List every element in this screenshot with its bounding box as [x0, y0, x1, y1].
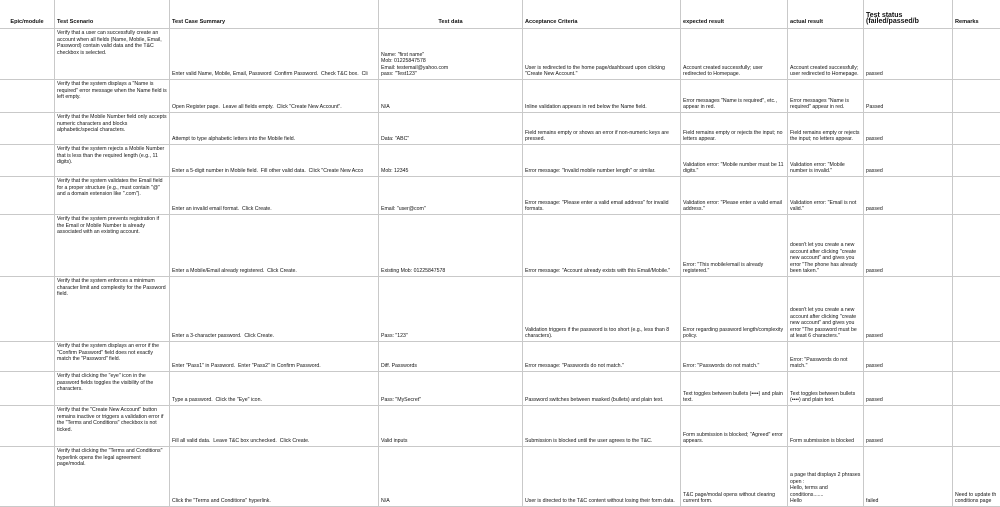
cell-status-text: Passed — [866, 104, 884, 111]
cell-test-data-text: Diff. Passwords — [381, 363, 417, 370]
cell-expected-text: Field remains empty or rejects the input; no letters appear. — [683, 129, 784, 143]
cell-summary[interactable] — [169, 447, 378, 506]
cell-actual[interactable] — [787, 342, 863, 371]
cell-actual[interactable] — [787, 80, 863, 112]
cell-acceptance[interactable] — [522, 372, 680, 405]
cell-summary[interactable] — [169, 406, 378, 446]
header-row — [0, 0, 1000, 29]
cell-scenario-text: Verify that the system rejects a Mobile Number that is less than the required length (e.g., 11 digits). — [57, 146, 166, 166]
cell-scenario[interactable] — [54, 80, 169, 112]
header-scenario[interactable]: Test Scenario — [54, 0, 169, 28]
table-row — [0, 372, 1000, 406]
cell-expected-text: T&C page/modal opens without clearing current form. — [683, 491, 777, 505]
cell-acceptance[interactable] — [522, 29, 680, 79]
cell-summary-text: Enter a 3-character password. Click Create. — [172, 333, 275, 340]
cell-summary[interactable] — [169, 215, 378, 276]
cell-epic[interactable] — [0, 447, 54, 506]
cell-actual-text: doesn't let you create a new account after clicking "create new account" and gives you error "The phone has already been taken." — [790, 242, 859, 275]
cell-summary[interactable] — [169, 277, 378, 341]
cell-actual-text: doesn't let you create a new account after clicking "create new account" and gives you error "The password must be at least 6 characters." — [790, 307, 859, 340]
cell-remarks[interactable] — [952, 29, 1000, 79]
cell-summary[interactable] — [169, 372, 378, 405]
cell-epic[interactable] — [0, 277, 54, 341]
cell-epic[interactable] — [0, 342, 54, 371]
cell-acceptance[interactable] — [522, 80, 680, 112]
cell-actual-text: a page that displays 2 phrases open : Hello, terms and conditions....... Hello — [790, 472, 861, 505]
cell-actual[interactable] — [787, 277, 863, 341]
cell-actual[interactable] — [787, 113, 863, 144]
cell-scenario[interactable] — [54, 406, 169, 446]
cell-expected[interactable] — [680, 29, 787, 79]
cell-scenario[interactable] — [54, 113, 169, 144]
table-row — [0, 215, 1000, 277]
table-row — [0, 342, 1000, 372]
cell-expected[interactable] — [680, 342, 787, 371]
cell-summary-text: Enter a 5-digit number in Mobile field. Fill other valid data. Click "Create New Acco — [172, 168, 364, 175]
cell-status-text: passed — [866, 333, 883, 340]
cell-actual-text: Validation error: "Mobile number is invalid." — [790, 161, 847, 175]
cell-status-text: passed — [866, 136, 883, 143]
cell-summary[interactable] — [169, 113, 378, 144]
cell-summary-text: Enter an invalid email format. Click Create. — [172, 206, 272, 213]
header-actual[interactable]: actual result — [787, 0, 863, 28]
cell-status-text: passed — [866, 71, 883, 78]
cell-scenario[interactable] — [54, 277, 169, 341]
cell-summary-text: Enter "Pass1" in Password. Enter "Pass2" in Confirm Password. — [172, 363, 321, 370]
cell-remarks[interactable] — [952, 406, 1000, 446]
cell-scenario-text: Verify that the system displays a "Name is required" error message when the Name field is left empty. — [57, 81, 169, 101]
cell-test-data-text: N/A — [381, 104, 390, 111]
cell-summary[interactable] — [169, 80, 378, 112]
cell-summary[interactable] — [169, 29, 378, 79]
cell-scenario[interactable] — [54, 29, 169, 79]
cell-expected-text: Account created successfully; user redirected to Homepage. — [683, 64, 765, 78]
cell-actual[interactable] — [787, 447, 863, 506]
cell-acceptance[interactable] — [522, 406, 680, 446]
cell-status[interactable] — [863, 406, 952, 446]
cell-scenario[interactable] — [54, 447, 169, 506]
cell-expected[interactable] — [680, 447, 787, 506]
cell-scenario-text: Verify that the "Create New Account" button remains inactive or triggers a validation error if the "Terms and Conditions" checkbox is not ticked. — [57, 407, 165, 433]
header-expected[interactable]: expected result — [680, 0, 787, 28]
cell-test-data[interactable] — [378, 113, 522, 144]
cell-summary-text: Enter valid Name, Mobile, Email, Password Confirm Password. Check T&C box. Cli — [172, 71, 368, 78]
cell-expected-text: Error messages "Name is required", etc., appear in red. — [683, 97, 779, 111]
cell-epic[interactable] — [0, 372, 54, 405]
cell-status-text: passed — [866, 268, 883, 275]
cell-test-data-text: Mob: 12345 — [381, 168, 409, 175]
cell-epic[interactable] — [0, 406, 54, 446]
cell-expected[interactable] — [680, 372, 787, 405]
table-row — [0, 406, 1000, 447]
cell-status[interactable] — [863, 372, 952, 405]
cell-acceptance[interactable] — [522, 215, 680, 276]
cell-acceptance[interactable] — [522, 145, 680, 176]
cell-expected-text: Error regarding password length/complexity policy. — [683, 326, 785, 340]
cell-status-text: passed — [866, 168, 883, 175]
cell-summary-text: Fill all valid data. Leave T&C box unchecked. Click Create. — [172, 438, 310, 445]
cell-scenario[interactable] — [54, 177, 169, 214]
cell-test-data[interactable] — [378, 29, 522, 79]
cell-actual-text: Validation error: "Email is not valid." — [790, 199, 858, 213]
cell-expected-text: Error: "This mobile/email is already registered." — [683, 261, 765, 275]
cell-test-data[interactable] — [378, 406, 522, 446]
cell-status[interactable] — [863, 215, 952, 276]
cell-actual-text: Text toggles between bullets (••••) and plain text. — [790, 390, 857, 404]
cell-actual[interactable] — [787, 406, 863, 446]
cell-expected[interactable] — [680, 80, 787, 112]
cell-remarks[interactable] — [952, 177, 1000, 214]
cell-status-text: passed — [866, 397, 883, 404]
cell-epic[interactable] — [0, 80, 54, 112]
cell-expected-text: Form submission is blocked; "Agreed" error appears. — [683, 431, 785, 445]
cell-epic[interactable] — [0, 215, 54, 276]
cell-status-text: failed — [866, 498, 879, 505]
cell-remarks[interactable] — [952, 80, 1000, 112]
cell-acceptance-text: Submission is blocked until the user agrees to the T&C. — [525, 438, 653, 445]
cell-summary-text: Click the "Terms and Conditions" hyperlink. — [172, 498, 271, 505]
cell-scenario[interactable] — [54, 342, 169, 371]
cell-scenario[interactable] — [54, 215, 169, 276]
cell-summary-text: Type a password. Click the "Eye" icon. — [172, 397, 262, 404]
cell-status[interactable] — [863, 80, 952, 112]
cell-actual[interactable] — [787, 177, 863, 214]
cell-actual-text: Error messages "Name is required" appear in red. — [790, 97, 851, 111]
cell-expected[interactable] — [680, 145, 787, 176]
cell-status[interactable] — [863, 342, 952, 371]
cell-acceptance-text: Error message: "Invalid mobile number length" or similar. — [525, 168, 656, 175]
cell-scenario-text: Verify that the system displays an error if the "Confirm Password" field does not exactly match the "Password" field. — [57, 343, 161, 363]
cell-test-data[interactable] — [378, 372, 522, 405]
header-remarks[interactable]: Remarks — [952, 0, 1000, 28]
table-row — [0, 29, 1000, 80]
cell-acceptance[interactable] — [522, 113, 680, 144]
cell-remarks[interactable] — [952, 113, 1000, 144]
cell-acceptance-text: Error message: "Please enter a valid email address" for invalid formats. — [525, 199, 670, 213]
cell-test-data-text: Email: "user@com" — [381, 206, 426, 213]
cell-status[interactable] — [863, 145, 952, 176]
cell-scenario-text: Verify that a user can successfully create an account when all fields (Name, Mobile, Email, Password) contain valid data and the T&C checkbox is selected. — [57, 30, 164, 56]
cell-scenario-text: Verify that the Mobile Number field only accepts numeric characters and blocks alphabetic/special characters. — [57, 114, 169, 134]
cell-test-data[interactable] — [378, 145, 522, 176]
cell-remarks[interactable] — [952, 145, 1000, 176]
table-row — [0, 113, 1000, 145]
cell-test-data-text: Existing Mob: 01225847578 — [381, 268, 446, 275]
cell-scenario[interactable] — [54, 145, 169, 176]
cell-test-data-text: Valid inputs — [381, 438, 408, 445]
cell-epic[interactable] — [0, 29, 54, 79]
cell-status[interactable] — [863, 29, 952, 79]
cell-expected-text: Validation error: "Mobile number must be 11 digits." — [683, 161, 785, 175]
cell-status-text: passed — [866, 206, 883, 213]
cell-remarks-text: Need to update th conditions page — [955, 491, 998, 505]
cell-scenario-text: Verify that the system enforces a minimum character limit and complexity for the Password field. — [57, 278, 168, 298]
cell-acceptance[interactable] — [522, 177, 680, 214]
cell-actual[interactable] — [787, 215, 863, 276]
cell-test-data-text: Data: "ABC" — [381, 136, 410, 143]
cell-remarks[interactable] — [952, 215, 1000, 276]
cell-status-text: passed — [866, 363, 883, 370]
cell-summary[interactable] — [169, 342, 378, 371]
cell-acceptance-text: User is directed to the T&C content without losing their form data. — [525, 498, 675, 505]
cell-epic[interactable] — [0, 113, 54, 144]
cell-remarks[interactable] — [952, 447, 1000, 506]
cell-summary[interactable] — [169, 145, 378, 176]
table-row — [0, 145, 1000, 177]
cell-actual[interactable] — [787, 145, 863, 176]
cell-acceptance-text: Password switches between masked (bullets) and plain text. — [525, 397, 664, 404]
cell-expected[interactable] — [680, 277, 787, 341]
cell-expected[interactable] — [680, 406, 787, 446]
table-row — [0, 447, 1000, 507]
cell-acceptance-text: Error message: "Passwords do not match." — [525, 363, 624, 370]
header-summary[interactable]: Test Case Summary — [169, 0, 378, 28]
table-row — [0, 277, 1000, 342]
cell-epic[interactable] — [0, 145, 54, 176]
cell-actual-text: Form submission is blocked — [790, 438, 855, 445]
cell-test-data-text: Pass: "123" — [381, 333, 408, 340]
cell-scenario-text: Verify that clicking the "eye" icon in the password fields toggles the visibility of the characters. — [57, 373, 155, 393]
cell-test-data[interactable] — [378, 342, 522, 371]
cell-expected[interactable] — [680, 177, 787, 214]
cell-test-data[interactable] — [378, 447, 522, 506]
cell-remarks[interactable] — [952, 342, 1000, 371]
cell-expected-text: Error: "Passwords do not match." — [683, 363, 760, 370]
cell-scenario-text: Verify that clicking the "Terms and Conditions" hyperlink opens the legal agreement page/modal. — [57, 448, 164, 468]
cell-actual-text: Field remains empty or rejects the input; no letters appear. — [790, 129, 861, 143]
cell-test-data[interactable] — [378, 277, 522, 341]
cell-expected[interactable] — [680, 215, 787, 276]
header-acceptance[interactable]: Acceptance Criteria — [522, 0, 680, 28]
cell-remarks[interactable] — [952, 277, 1000, 341]
cell-epic[interactable] — [0, 177, 54, 214]
cell-test-data-text: N/A — [381, 498, 390, 505]
cell-summary[interactable] — [169, 177, 378, 214]
cell-summary-text: Open Register page. Leave all fields empty. Click "Create New Account". — [172, 104, 342, 111]
table-row — [0, 80, 1000, 113]
header-epic[interactable]: Epic/module — [10, 19, 44, 26]
cell-acceptance[interactable] — [522, 447, 680, 506]
cell-actual-text: Account created successfully; user redirected to Homepage. — [790, 64, 860, 78]
cell-acceptance-text: Inline validation appears in red below the Name field. — [525, 104, 647, 111]
table-row — [0, 177, 1000, 215]
header-test-data[interactable]: Test data — [378, 0, 522, 28]
cell-expected-text: Text toggles between bullets (••••) and plain text. — [683, 390, 785, 404]
cell-status[interactable] — [863, 113, 952, 144]
cell-expected-text: Validation error: "Please enter a valid email address." — [683, 199, 784, 213]
cell-acceptance-text: Error message: "Account already exists with this Email/Mobile." — [525, 268, 671, 275]
cell-status[interactable] — [863, 277, 952, 341]
cell-summary-text: Enter a Mobile/Email already registered. Click Create. — [172, 268, 297, 275]
cell-test-data-text: Name: "first name" Mob: 01225847578 Email: testemail@yahoo.com pass: "Test123" — [381, 51, 449, 78]
cell-status[interactable] — [863, 447, 952, 506]
cell-test-data[interactable] — [378, 215, 522, 276]
cell-scenario[interactable] — [54, 372, 169, 405]
cell-summary-text: Attempt to type alphabetic letters into the Mobile field. — [172, 136, 296, 143]
cell-scenario-text: Verify that the system validates the Email field for a proper structure (e.g., must contain "@" and a domain extension like ".com"). — [57, 178, 164, 198]
header-status[interactable]: Test status (failed/passed/b — [863, 0, 952, 28]
cell-status-text: passed — [866, 438, 883, 445]
cell-acceptance[interactable] — [522, 342, 680, 371]
cell-acceptance-text: User is redirected to the home page/dashboard upon clicking "Create New Account." — [525, 64, 667, 78]
cell-actual-text: Error: "Passwords do not match." — [790, 356, 849, 370]
cell-acceptance-text: Field remains empty or shows an error if non-numeric keys are pressed. — [525, 129, 671, 143]
cell-status[interactable] — [863, 177, 952, 214]
cell-test-data[interactable] — [378, 80, 522, 112]
cell-actual[interactable] — [787, 372, 863, 405]
cell-acceptance[interactable] — [522, 277, 680, 341]
cell-acceptance-text: Validation triggers if the password is too short (e.g., less than 8 characters). — [525, 326, 671, 340]
cell-test-data[interactable] — [378, 177, 522, 214]
cell-remarks[interactable] — [952, 372, 1000, 405]
cell-test-data-text: Pass: "MySecret" — [381, 397, 422, 404]
cell-scenario-text: Verify that the system prevents registration if the Email or Mobile Number is already associated with an existing account. — [57, 216, 161, 236]
cell-actual[interactable] — [787, 29, 863, 79]
cell-expected[interactable] — [680, 113, 787, 144]
